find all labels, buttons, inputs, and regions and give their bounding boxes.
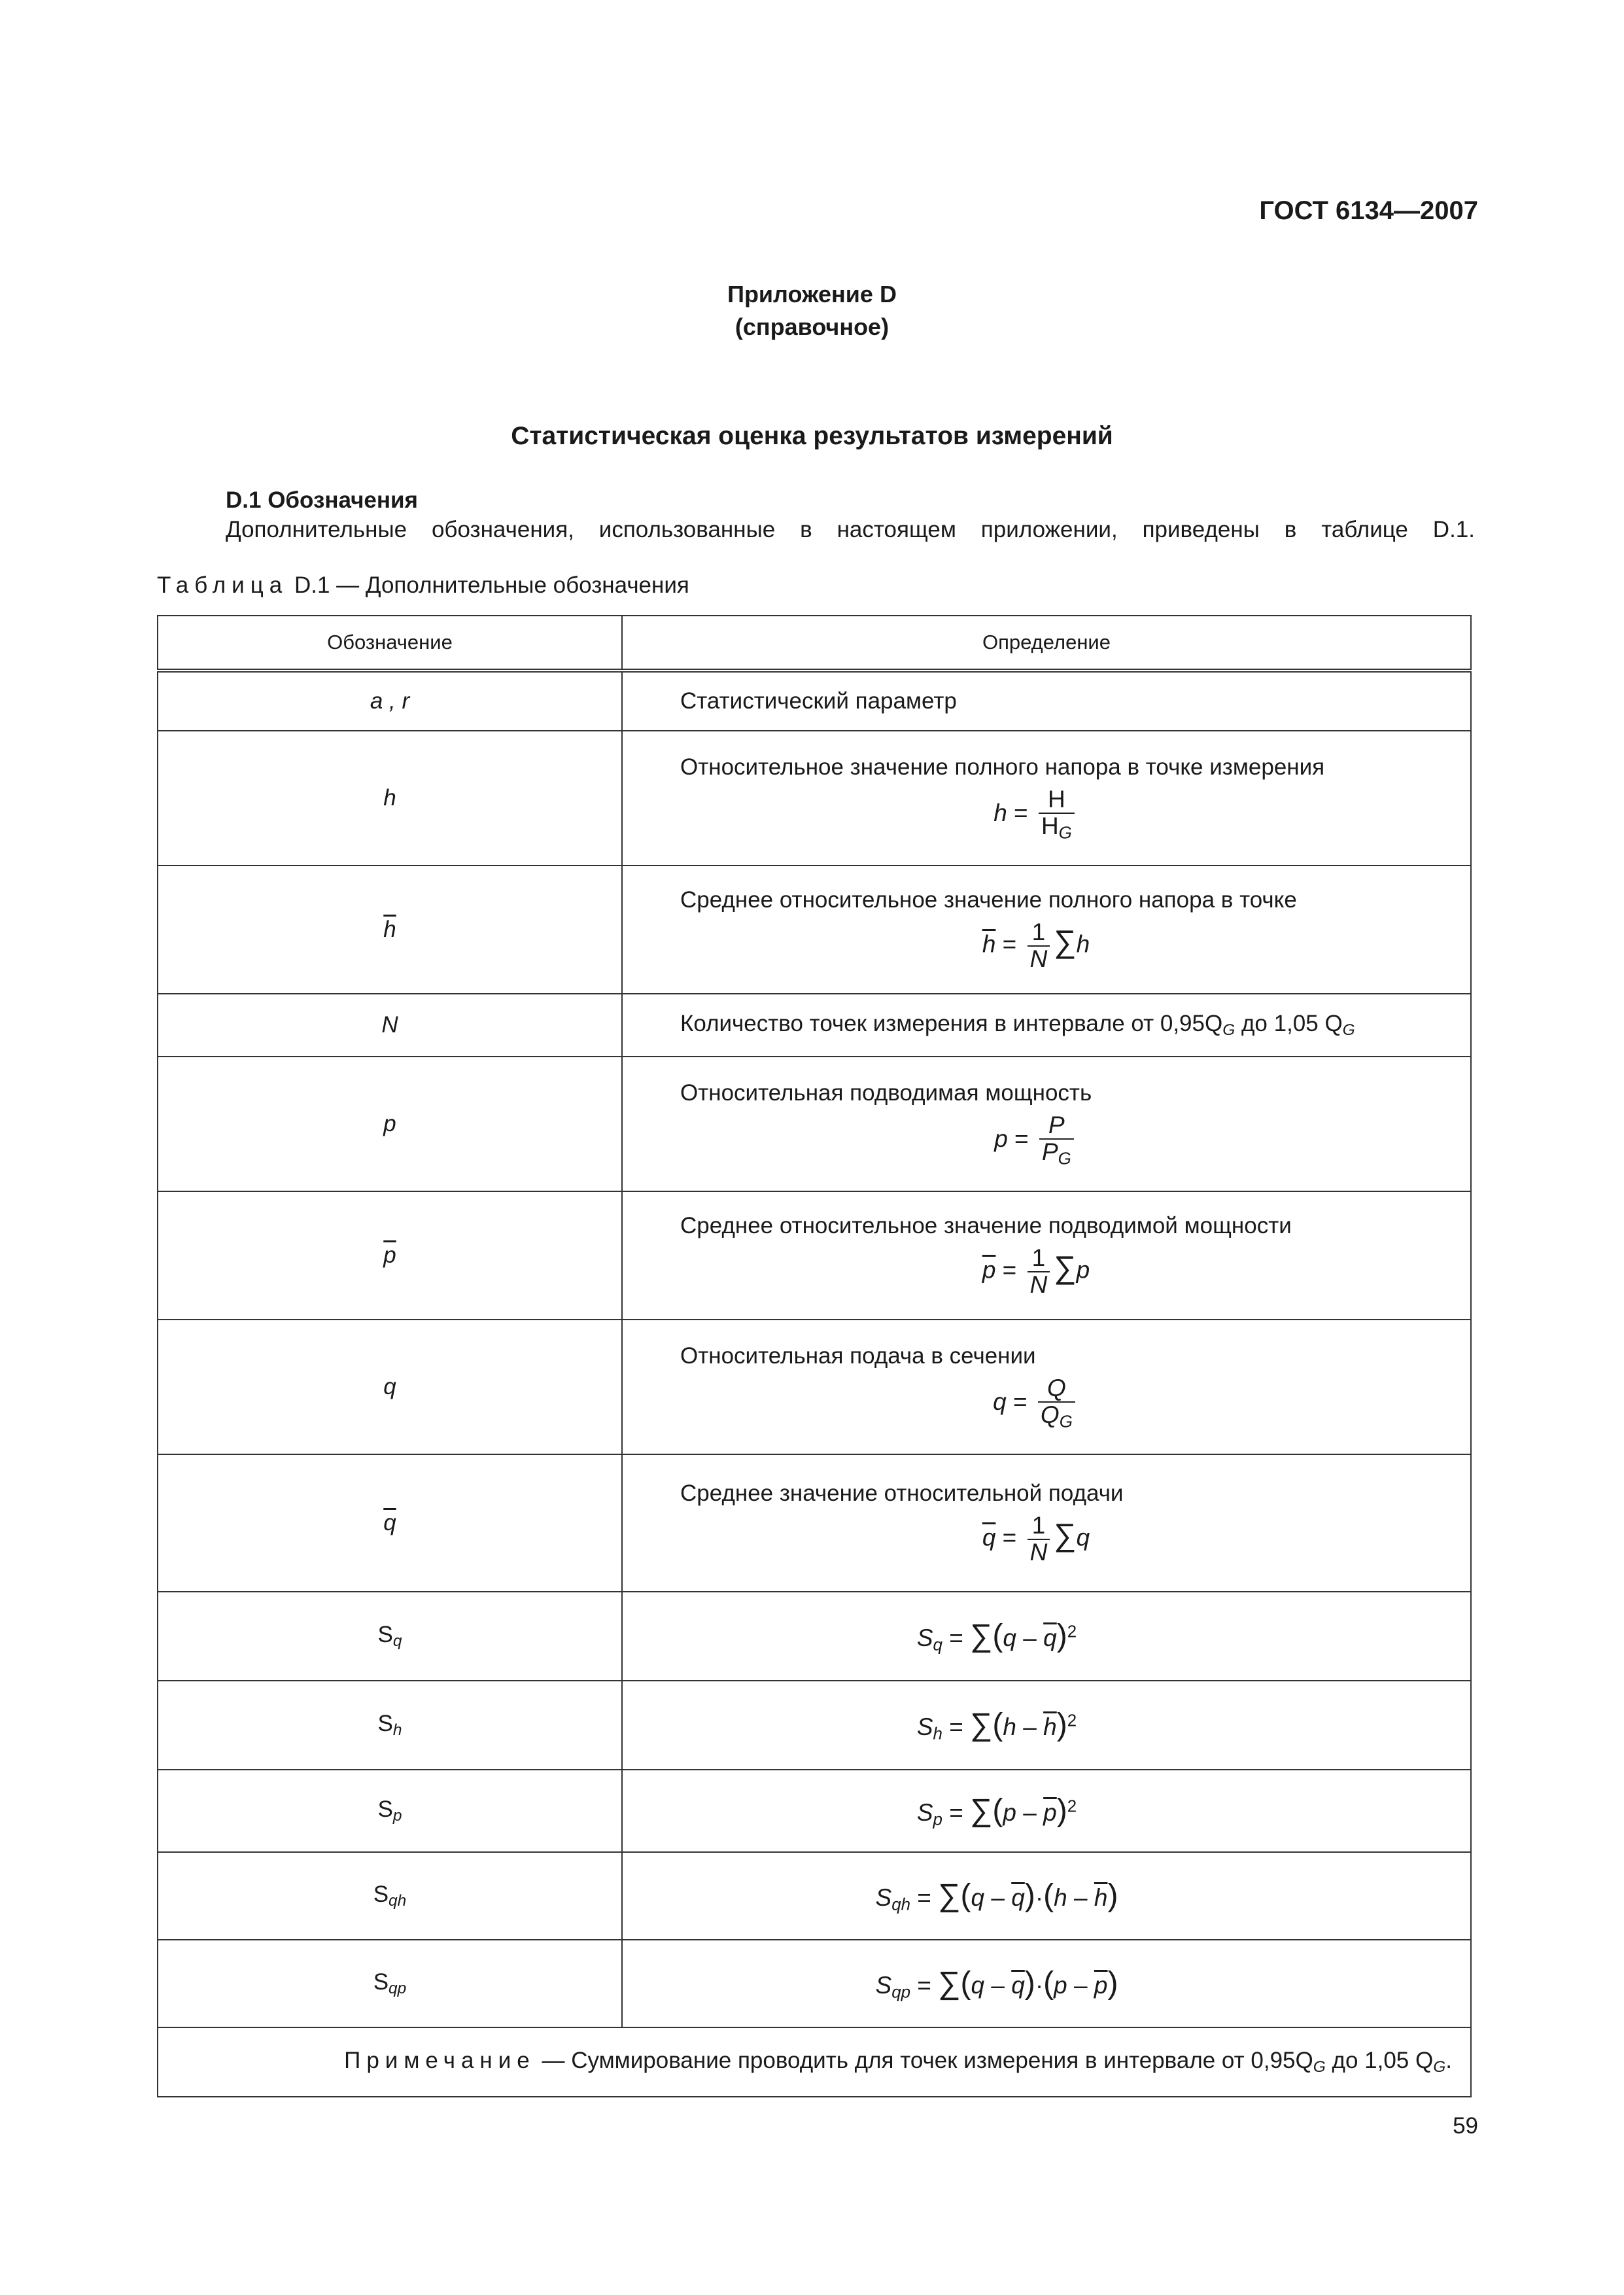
formula: h = $\frac{H}{H_G}$ (602, 787, 1470, 843)
symbol-cell: $S_{qh}$ (158, 1852, 622, 1940)
definition-cell (622, 1940, 1471, 2027)
symbol-cell: N (158, 994, 622, 1057)
formula: $S_h = \sum(h - \overline{h})^2$ (916, 1707, 1077, 1743)
appendix-heading (0, 278, 1624, 343)
definition-cell (622, 1681, 1471, 1770)
table-row (158, 1770, 1471, 1852)
table-note-row (158, 2027, 1471, 2097)
formula: q = $\frac{Q}{Q_G}$ (602, 1376, 1470, 1431)
table-row (158, 1191, 1471, 1320)
definition-cell (622, 1454, 1471, 1592)
table-note: Примечание — Суммирование проводить для точек измерения в интервале от $0,95Q_G$ до 1,05 $Q_G$. (158, 2027, 1471, 2097)
symbol-cell: q (158, 1320, 622, 1454)
subsection-heading: D.1 Обозначения (226, 487, 418, 513)
definition-cell (622, 731, 1471, 866)
symbol-cell: $S_q$ (158, 1592, 622, 1681)
definition-text: Относительная подводимая мощность (680, 1079, 1092, 1106)
symbol-cell: a , r (158, 671, 622, 731)
intro-paragraph: Дополнительные обозначения, использованные в настоящем приложении, приведены в таблице D.1. (226, 517, 1475, 542)
formula: $\overline{h}$ = $\frac{1}{N}$ ∑h (982, 919, 1090, 972)
definition-cell (622, 866, 1471, 994)
definition-text: Среднее относительное значение полного напора в точке (680, 887, 1297, 913)
table-row (158, 1057, 1471, 1191)
table-row (158, 1940, 1471, 2027)
table-caption-text: D.1 — Дополнительные обозначения (288, 572, 689, 598)
definition-cell (622, 1770, 1471, 1852)
symbol-cell: $\overline{h}$ (158, 866, 622, 994)
definition-cell (622, 1592, 1471, 1681)
symbol-cell: $S_{qp}$ (158, 1940, 622, 2027)
definition-text: Относительное значение полного напора в точке измерения (680, 754, 1325, 780)
appendix-subtitle: (справочное) (734, 313, 890, 340)
definition-cell: Статистический параметр (622, 671, 1471, 731)
formula: $S_q = \sum(q - \overline{q})^2$ (916, 1618, 1077, 1655)
definition-text: Среднее значение относительной подачи (680, 1480, 1124, 1507)
symbol-cell: p (158, 1057, 622, 1191)
definition-text: Относительная подача в сечении (680, 1342, 1036, 1369)
table-row (158, 1852, 1471, 1940)
symbol-cell: $\overline{q}$ (158, 1454, 622, 1592)
standard-number: ГОСТ 6134—2007 (1259, 196, 1478, 225)
definition-text: Среднее относительное значение подводимой мощности (680, 1213, 1292, 1239)
table-row (158, 1681, 1471, 1770)
formula: $S_p = \sum(p - \overline{p})^2$ (916, 1793, 1077, 1829)
symbol-cell: $S_p$ (158, 1770, 622, 1852)
definition-cell (622, 1320, 1471, 1454)
appendix-title: Приложение D (727, 281, 897, 307)
column-header-definition: Определение (622, 616, 1471, 671)
table-row (158, 731, 1471, 866)
symbol-cell: h (158, 731, 622, 866)
formula: $S_{qh} = \sum(q - \overline{q})\cdot(h - \overline{h})$ (875, 1878, 1118, 1914)
formula: $S_{qp} = \sum(q - \overline{q})\cdot(p - \overline{p})$ (875, 1965, 1118, 2002)
symbol-cell: $\overline{p}$ (158, 1191, 622, 1320)
table-row (158, 1454, 1471, 1592)
formula: $\overline{p}$ = $\frac{1}{N}$ ∑p (982, 1244, 1090, 1298)
definition-cell (622, 1852, 1471, 1940)
formula: p = $\frac{P}{P_G}$ (602, 1113, 1470, 1168)
table-row (158, 671, 1471, 731)
table-header-row (158, 616, 1471, 671)
symbol-cell: $S_h$ (158, 1681, 622, 1770)
table-row (158, 1320, 1471, 1454)
table-caption-word: Таблица (157, 572, 288, 598)
table-row (158, 1592, 1471, 1681)
definition-cell (622, 1191, 1471, 1320)
table-caption (157, 572, 689, 599)
table-row (158, 994, 1471, 1057)
section-title: Статистическая оценка результатов измерений (511, 422, 1113, 450)
formula: $\overline{q}$ = $\frac{1}{N}$ ∑q (982, 1512, 1090, 1566)
column-header-symbol: Обозначение (158, 616, 622, 671)
table-row (158, 866, 1471, 994)
designations-table (157, 615, 1472, 2097)
page-number: 59 (1453, 2113, 1478, 2139)
definition-cell: Количество точек измерения в интервале от $0,95Q_G$ до 1,05 $Q_G$ (622, 994, 1471, 1057)
definition-cell (622, 1057, 1471, 1191)
